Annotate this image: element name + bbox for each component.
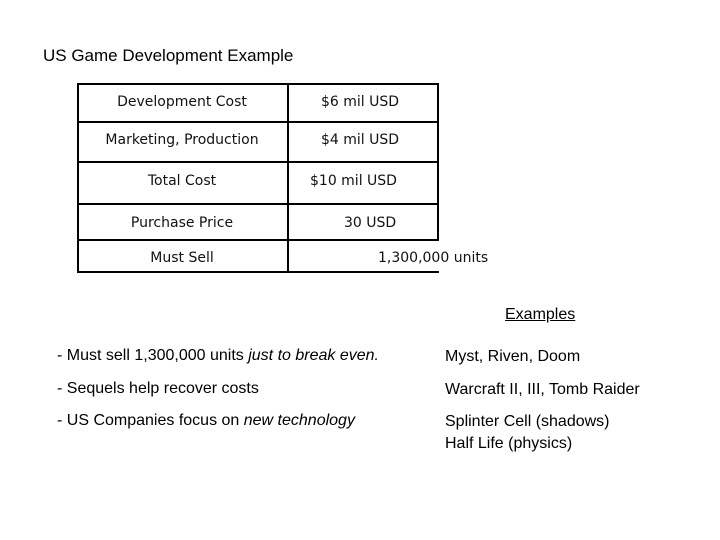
table-col-divider [437, 83, 439, 241]
row-value-marketing-production: $4 mil USD [321, 132, 400, 148]
row-label-must-sell: Must Sell [150, 250, 214, 266]
example-line: Splinter Cell (shadows) [445, 413, 610, 430]
example-new-technology [445, 411, 610, 455]
table-border-top [77, 83, 439, 85]
table-row-divider [77, 239, 439, 241]
row-label-purchase-price: Purchase Price [130, 215, 234, 231]
row-value-development-cost: $6 mil USD [321, 94, 400, 110]
bullet-text: - US Companies focus on [57, 412, 244, 429]
cost-table [77, 83, 489, 273]
bullet-break-even [57, 347, 379, 365]
row-label-total-cost: Total Cost [147, 173, 217, 189]
page-title: US Game Development Example [43, 46, 294, 65]
table-border-bottom [77, 271, 439, 273]
table-row-divider [77, 203, 439, 205]
row-value-purchase-price: 30 USD [344, 215, 397, 231]
bullet-emphasis: just to break even. [248, 347, 379, 364]
table-row-divider [77, 161, 439, 163]
example-line: Half Life (physics) [445, 435, 573, 452]
row-label-marketing-production: Marketing, Production [105, 132, 259, 148]
row-value-must-sell: 1,300,000 units [378, 250, 489, 266]
bullet-new-technology [57, 412, 355, 430]
bullet-text: - Must sell 1,300,000 units [57, 347, 249, 364]
bullet-text: - Sequels help recover costs [57, 380, 259, 397]
examples-heading: Examples [505, 306, 576, 323]
bullet-emphasis: new technology [243, 412, 355, 429]
example-sequels: Warcraft II, III, Tomb Raider [445, 381, 640, 398]
row-value-total-cost: $10 mil USD [310, 173, 397, 189]
row-label-development-cost: Development Cost [117, 94, 247, 110]
table-row-divider [77, 121, 439, 123]
bullet-sequels [57, 380, 259, 398]
example-break-even: Myst, Riven, Doom [445, 348, 581, 365]
table-col-divider [287, 83, 289, 273]
